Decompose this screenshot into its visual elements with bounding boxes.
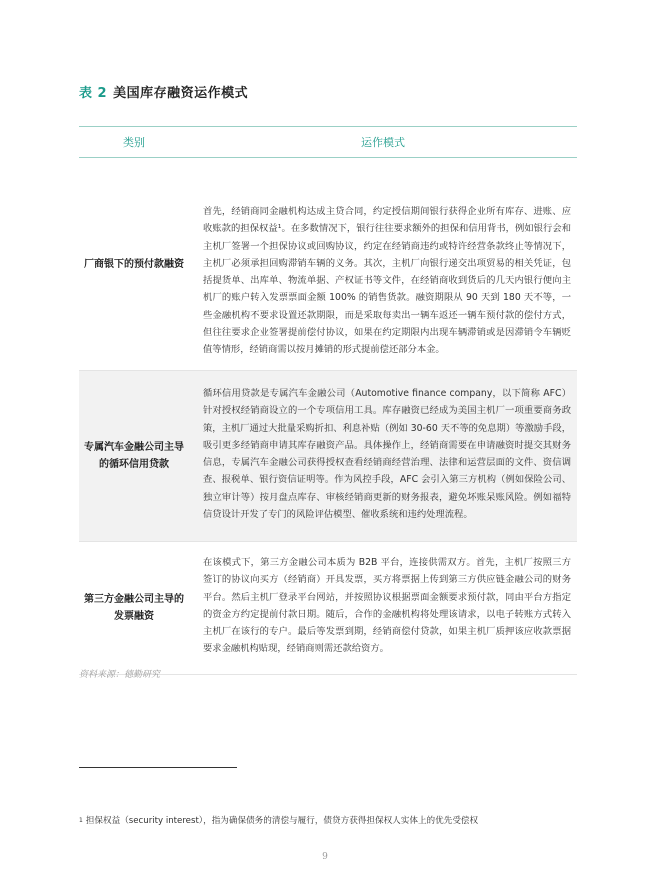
page-number: 9 <box>322 852 328 862</box>
row-description: 在该模式下，第三方金融公司本质为 B2B 平台，连接供需双方。首先，主机厂按照三方签订的协议向买方（经销商）开具发票，买方将票据上传到第三方供应链金融公司的财务平台。然后主机厂登录平台网站，并按照协议根据票面金额要求预付款，同由平台方指定的资金方约定提前付款日期。随后，合作的金融机构将处理该请求，以电子转账方式转入主机厂在该行的专户。最后等发票到期，经销商偿付贷款，如果主机厂质押该应收款票据要求金融机构贴现，经销商则需还款给资方。 <box>203 557 571 655</box>
header-mode: 运作模式 <box>361 136 405 149</box>
row-description: 循环信用贷款是专属汽车金融公司（Automotive finance company，以下简称 AFC）针对授权经销商设立的一个专项信用工具。库存融资已经成为美国主机厂一项重要商务政策，主机厂通过大批量采购折扣、利息补贴（例如 30-60 天不等的免息期）等激励手段，吸引更多经销商申请其库存融资产品。具体操作上，经销商需要在申请融资时提交其财务信息，专属汽车金融公司获得授权查看经销商经营治理、法律和运营层面的文件、资信调查、报税单、银行资信证明等。作为风控手段，AFC 会引入第三方机构（例如保险公司、独立审计等）按月盘点库存、审核经销商更新的财务报表，避免坏账呆账风险。例如福特信贷设计开发了专门的风险评估模型、催收系统和违约处理流程。 <box>203 388 571 521</box>
table-row <box>79 542 577 675</box>
footnote-marker: 1 <box>79 817 83 824</box>
row-description: 首先，经销商同金融机构达成主贷合同，约定授信期间银行获得企业所有库存、进账、应收账款的担保权益¹。在多数情况下，银行往往要求额外的担保和信用背书，例如银行会和主机厂签署一个担保协议或回购协议，约定在经销商违约或特许经营条款终止等情况下，主机厂必须承担回购滞销车辆的义务。其次，主机厂向银行递交出项贸易的相关凭证，包括提货单、出库单、物流单据、产权证书等文件，在经销商收到货后的几天内银行便向主机厂的账户转入发票票面金额 100% 的销售货款。融资期限从 90 天到 180 天不等，一些金融机构不要求设置还款期限，而是采取每卖出一辆车返还一辆车预付款的偿付方式，但往往要求企业签署提前偿付协议，如果在约定期限内出现车辆滞销或是因滞销令车辆贬值等情形，经销商需以按月摊销的形式提前偿还部分本金。 <box>203 206 571 356</box>
table-title <box>79 82 248 101</box>
footnote-divider <box>79 767 237 768</box>
financing-mode-table <box>79 126 577 675</box>
footnote <box>79 814 549 828</box>
table-title-text: 美国库存融资运作模式 <box>113 86 249 101</box>
table-number: 表 2 <box>79 86 108 101</box>
header-category: 类别 <box>123 136 145 149</box>
row-category: 第三方金融公司主导的发票融资 <box>84 594 184 622</box>
footnote-text: 担保权益（security interest），指为确保债务的清偿与履行，债贷方获得担保权人实体上的优先受偿权 <box>85 816 479 826</box>
table-row <box>79 158 577 371</box>
source-note: 资料来源：德勤研究 <box>79 670 161 680</box>
table-row <box>79 371 577 542</box>
row-category: 专属汽车金融公司主导的循环信用贷款 <box>84 442 184 470</box>
row-category: 厂商银下的预付款融资 <box>84 258 184 270</box>
table-header <box>79 126 577 158</box>
